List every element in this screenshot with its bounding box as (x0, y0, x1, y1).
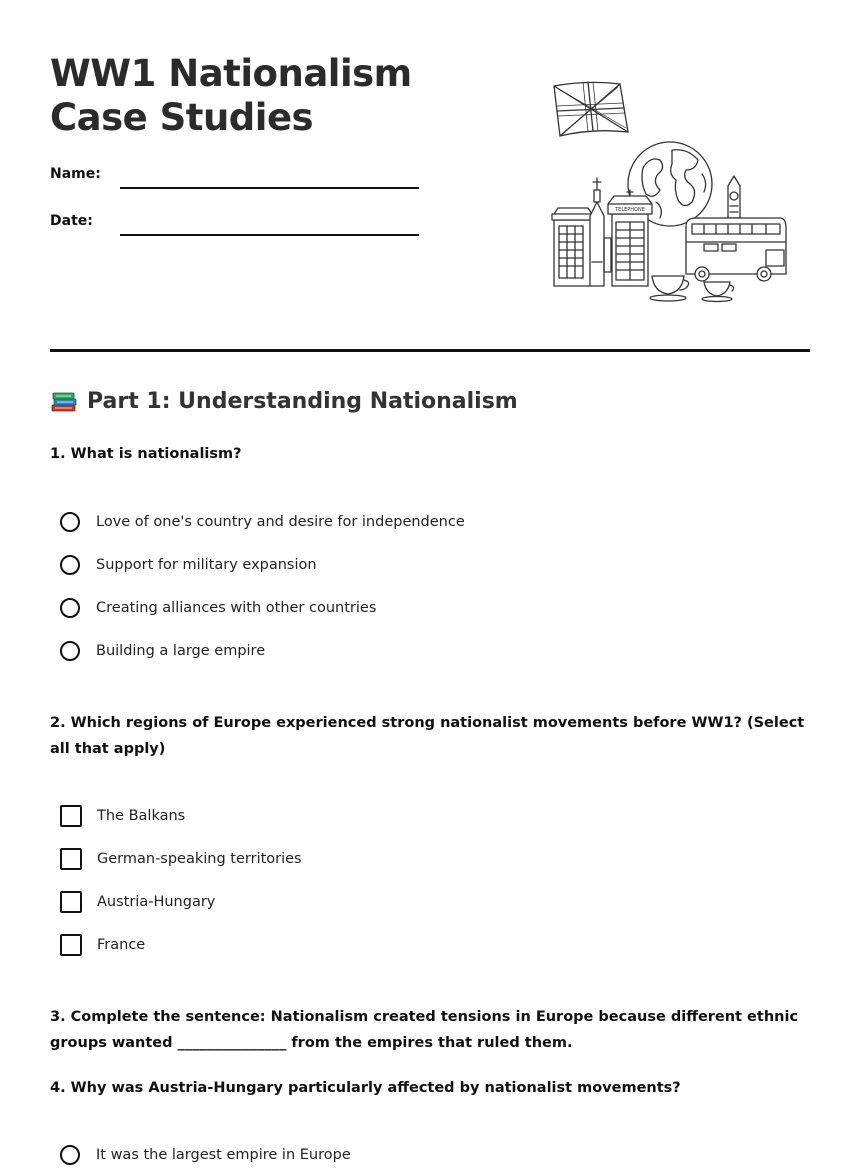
double-decker-bus-icon (686, 218, 786, 281)
teacup-icon (650, 276, 689, 301)
checkbox[interactable] (60, 891, 82, 913)
checkbox[interactable] (60, 805, 82, 827)
question-1: 1. What is nationalism? (50, 446, 242, 462)
q4-option-1[interactable] (60, 1142, 351, 1168)
svg-text:TELEPHONE: TELEPHONE (615, 207, 645, 213)
option-label: France (97, 937, 146, 953)
option-label: It was the largest empire in Europe (96, 1147, 351, 1163)
option-label: Building a large empire (96, 643, 266, 659)
option-label: German-speaking territories (97, 851, 302, 867)
telephone-box-icon (608, 190, 652, 286)
date-input-line[interactable] (120, 234, 419, 236)
name-label: Name: (50, 166, 101, 182)
phone-box-icon (552, 208, 594, 286)
union-jack-flag-icon (554, 82, 628, 136)
option-label: The Balkans (97, 808, 186, 824)
option-label: Creating alliances with other countries (96, 600, 377, 616)
question-2: 2. Which regions of Europe experienced strong nationalist movements before WW1? (Select all that apply) (50, 715, 805, 757)
radio-button[interactable] (60, 641, 80, 661)
london-landmarks-illustration (548, 78, 793, 308)
worksheet-title: WW1 Nationalism Case Studies (50, 52, 412, 139)
q2-option-2[interactable] (60, 846, 302, 872)
church-tower-icon (590, 178, 611, 286)
clock-tower-icon (728, 176, 740, 218)
q2-option-1[interactable] (60, 803, 185, 829)
books-icon (50, 388, 78, 414)
checkbox[interactable] (60, 848, 82, 870)
part1-heading (50, 388, 518, 414)
radio-button[interactable] (60, 1145, 80, 1165)
option-label: Austria-Hungary (97, 894, 216, 910)
checkbox[interactable] (60, 934, 82, 956)
q1-option-2[interactable] (60, 552, 317, 578)
name-input-line[interactable] (120, 187, 419, 189)
q1-option-3[interactable] (60, 595, 376, 621)
q2-option-3[interactable] (60, 889, 215, 915)
option-label: Love of one's country and desire for independence (96, 514, 465, 530)
q1-option-1[interactable] (60, 509, 465, 535)
radio-button[interactable] (60, 598, 80, 618)
question-3: 3. Complete the sentence: Nationalism created tensions in Europe because different ethnic groups wanted _______________ from the empires that ruled them. (50, 1009, 799, 1051)
option-label: Support for military expansion (96, 557, 317, 573)
q1-option-4[interactable] (60, 638, 265, 664)
teacup-small-icon (702, 282, 734, 302)
header-divider (50, 349, 810, 352)
radio-button[interactable] (60, 555, 80, 575)
question-4: 4. Why was Austria-Hungary particularly affected by nationalist movements? (50, 1080, 681, 1096)
part1-heading-text: Part 1: Understanding Nationalism (87, 388, 518, 414)
q2-option-4[interactable] (60, 932, 145, 958)
radio-button[interactable] (60, 512, 80, 532)
date-label: Date: (50, 213, 93, 229)
